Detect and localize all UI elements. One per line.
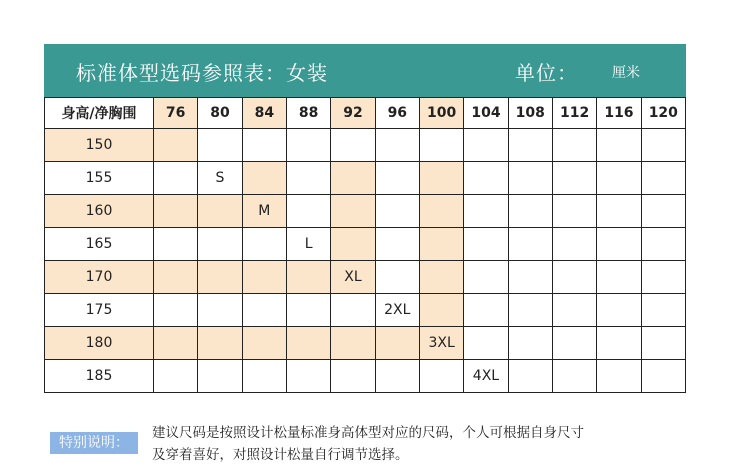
table-row xyxy=(45,129,686,162)
table-cell xyxy=(286,327,330,360)
table-cell xyxy=(641,261,685,294)
table-cell: M xyxy=(242,195,286,228)
column-header: 116 xyxy=(597,98,641,129)
table-cell xyxy=(154,129,198,162)
row-height-label: 160 xyxy=(45,195,154,228)
table-cell xyxy=(154,294,198,327)
table-cell xyxy=(597,195,641,228)
column-header: 76 xyxy=(154,98,198,129)
row-height-label: 185 xyxy=(45,360,154,393)
table-cell xyxy=(508,195,552,228)
table-cell xyxy=(154,195,198,228)
table-cell xyxy=(242,129,286,162)
table-cell xyxy=(419,294,463,327)
table-cell xyxy=(375,261,419,294)
table-cell xyxy=(641,129,685,162)
table-cell xyxy=(198,294,242,327)
table-cell xyxy=(641,294,685,327)
table-cell xyxy=(641,162,685,195)
row-height-label: 155 xyxy=(45,162,154,195)
table-cell xyxy=(331,327,375,360)
table-row xyxy=(45,294,686,327)
table-cell xyxy=(419,261,463,294)
table-cell xyxy=(331,162,375,195)
table-cell xyxy=(242,327,286,360)
table-cell xyxy=(508,129,552,162)
table-cell xyxy=(286,360,330,393)
table-cell xyxy=(286,261,330,294)
row-height-label: 150 xyxy=(45,129,154,162)
table-cell xyxy=(242,294,286,327)
column-header: 100 xyxy=(419,98,463,129)
note-tag: 特别说明： xyxy=(50,432,138,454)
size-chart-table xyxy=(44,97,686,393)
table-cell xyxy=(198,228,242,261)
note-line: 建议尺码是按照设计松量标准身高体型对应的尺码，个人可根据自身尺寸 xyxy=(152,425,584,441)
table-cell xyxy=(286,129,330,162)
table-cell xyxy=(154,327,198,360)
table-row xyxy=(45,162,686,195)
table-cell: XL xyxy=(331,261,375,294)
table-cell xyxy=(286,195,330,228)
column-header: 104 xyxy=(464,98,508,129)
column-header: 112 xyxy=(552,98,596,129)
table-cell xyxy=(198,129,242,162)
unit-value: 厘米 xyxy=(612,65,640,81)
table-cell xyxy=(242,261,286,294)
table-cell xyxy=(375,228,419,261)
table-cell xyxy=(552,261,596,294)
table-cell: L xyxy=(286,228,330,261)
table-cell xyxy=(375,327,419,360)
unit-label: 单位： xyxy=(515,61,578,85)
table-row xyxy=(45,261,686,294)
table-cell xyxy=(198,195,242,228)
table-cell xyxy=(242,228,286,261)
table-cell xyxy=(641,228,685,261)
table-cell xyxy=(552,129,596,162)
table-cell xyxy=(597,129,641,162)
column-header: 108 xyxy=(508,98,552,129)
column-header: 120 xyxy=(641,98,685,129)
table-cell xyxy=(597,360,641,393)
table-cell xyxy=(419,360,463,393)
table-cell xyxy=(375,162,419,195)
table-cell xyxy=(508,261,552,294)
note-line: 及穿着喜好，对照设计松量自行调节选择。 xyxy=(152,447,409,463)
column-header: 96 xyxy=(375,98,419,129)
table-cell xyxy=(552,195,596,228)
table-cell xyxy=(508,327,552,360)
table-cell xyxy=(597,162,641,195)
row-height-label: 180 xyxy=(45,327,154,360)
table-cell xyxy=(331,294,375,327)
row-height-label: 165 xyxy=(45,228,154,261)
table-cell xyxy=(464,261,508,294)
table-row xyxy=(45,360,686,393)
table-cell xyxy=(464,294,508,327)
column-header: 84 xyxy=(242,98,286,129)
table-cell xyxy=(419,228,463,261)
table-cell xyxy=(552,360,596,393)
table-cell xyxy=(331,195,375,228)
table-cell xyxy=(552,294,596,327)
row-height-label: 175 xyxy=(45,294,154,327)
table-cell xyxy=(331,360,375,393)
table-cell xyxy=(597,261,641,294)
table-row xyxy=(45,195,686,228)
table-cell xyxy=(464,195,508,228)
table-cell xyxy=(508,294,552,327)
table-cell xyxy=(375,129,419,162)
table-header-row xyxy=(45,98,686,129)
table-cell xyxy=(419,129,463,162)
table-cell xyxy=(597,327,641,360)
table-cell: 3XL xyxy=(419,327,463,360)
table-cell xyxy=(198,261,242,294)
table-cell xyxy=(375,360,419,393)
table-row xyxy=(45,228,686,261)
table-cell xyxy=(641,360,685,393)
table-cell xyxy=(597,228,641,261)
table-cell xyxy=(552,327,596,360)
table-cell: S xyxy=(198,162,242,195)
note-text xyxy=(152,422,692,466)
table-cell xyxy=(154,162,198,195)
table-cell xyxy=(464,228,508,261)
table-cell xyxy=(375,195,419,228)
table-cell xyxy=(464,162,508,195)
table-cell: 2XL xyxy=(375,294,419,327)
column-header: 80 xyxy=(198,98,242,129)
row-height-label: 170 xyxy=(45,261,154,294)
table-cell xyxy=(331,228,375,261)
page-title: 标准体型选码参照表：女装 xyxy=(76,61,328,85)
table-cell: 4XL xyxy=(464,360,508,393)
table-cell xyxy=(464,129,508,162)
column-header: 88 xyxy=(286,98,330,129)
table-cell xyxy=(552,162,596,195)
table-cell xyxy=(154,360,198,393)
table-cell xyxy=(419,162,463,195)
table-cell xyxy=(198,327,242,360)
table-cell xyxy=(419,195,463,228)
table-cell xyxy=(154,261,198,294)
table-cell xyxy=(286,162,330,195)
table-cell xyxy=(331,129,375,162)
table-body xyxy=(45,129,686,393)
table-cell xyxy=(508,228,552,261)
table-cell xyxy=(464,327,508,360)
table-cell xyxy=(242,360,286,393)
table-cell xyxy=(597,294,641,327)
table-cell xyxy=(641,327,685,360)
table-cell xyxy=(508,360,552,393)
column-header: 92 xyxy=(331,98,375,129)
table-row xyxy=(45,327,686,360)
corner-label: 身高/净胸围 xyxy=(45,98,154,129)
table-cell xyxy=(154,228,198,261)
table-header-bar xyxy=(44,44,686,97)
table-cell xyxy=(508,162,552,195)
table-cell xyxy=(198,360,242,393)
table-cell xyxy=(552,228,596,261)
table-cell xyxy=(286,294,330,327)
table-cell xyxy=(641,195,685,228)
table-cell xyxy=(242,162,286,195)
